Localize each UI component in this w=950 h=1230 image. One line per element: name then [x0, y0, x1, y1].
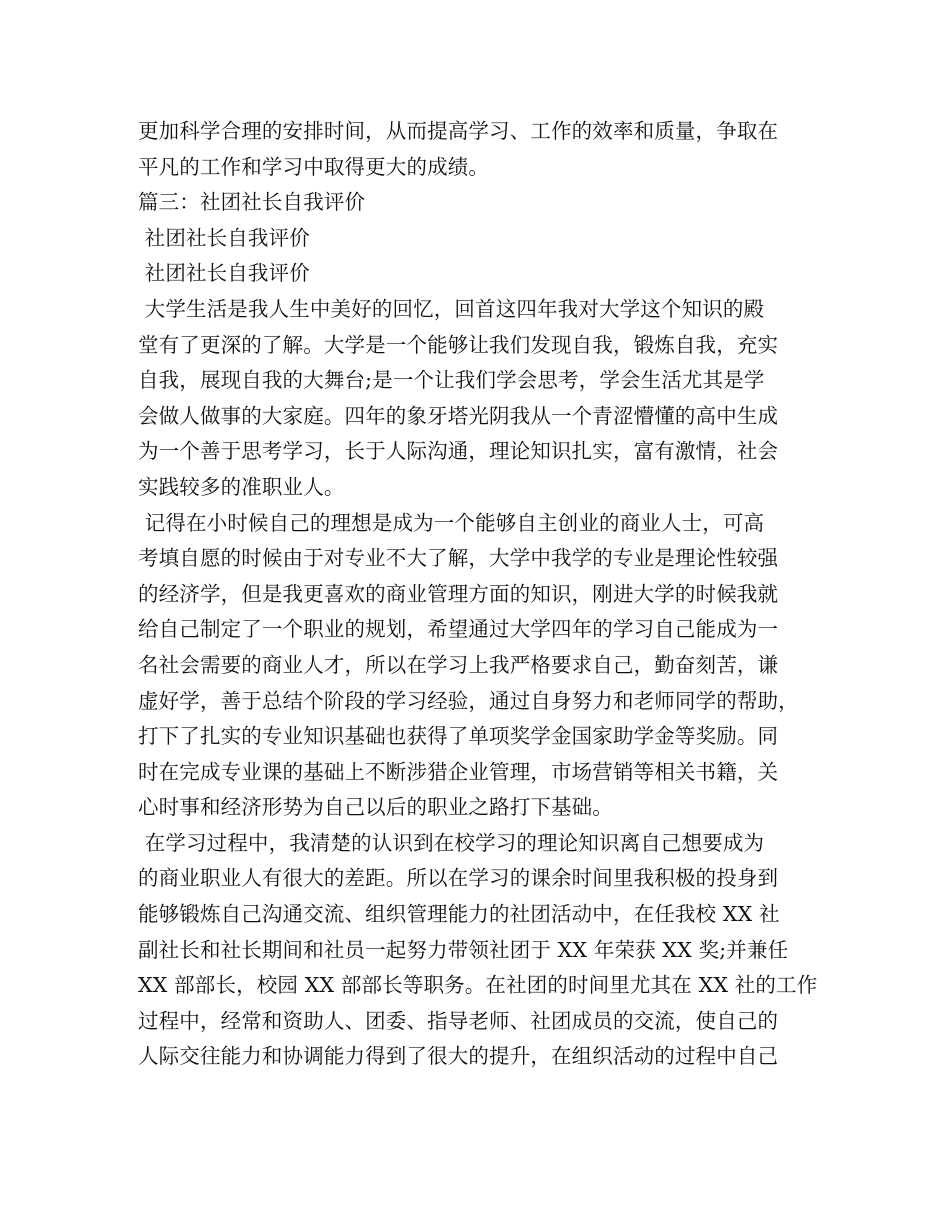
- text-line: 自我，展现自我的大舞台;是一个让我们学会思考，学会生活尤其是学: [138, 368, 765, 393]
- text-line: 的经济学，但是我更喜欢的商业管理方面的知识，刚进大学的时候我就: [138, 581, 779, 606]
- text-line: 打下了扎实的专业知识基础也获得了单项奖学金国家助学金等奖励。同: [138, 724, 779, 749]
- text-line: 名社会需要的商业人才，所以在学习上我严格要求自己，勤奋刻苦，谦: [138, 652, 779, 677]
- text-line: XX 部部长，校园 XX 部部长等职务。在社团的时间里尤其在 XX 社的工作: [138, 973, 818, 998]
- text-line: 堂有了更深的了解。大学是一个能够让我们发现自我，锻炼自我，充实: [138, 332, 779, 357]
- text-line: 考填自愿的时候由于对专业不大了解，大学中我学的专业是理论性较强: [138, 546, 779, 571]
- text-line: 为一个善于思考学习，长于人际沟通，理论知识扎实，富有激情，社会: [138, 439, 779, 464]
- text-line: 平凡的工作和学习中取得更大的成绩。: [138, 154, 490, 179]
- text-line: 人际交往能力和协调能力得到了很大的提升，在组织活动的过程中自己: [138, 1044, 779, 1069]
- document-subtitle: 社团社长自我评价: [138, 261, 310, 286]
- text-line: 能够锻炼自己沟通交流、组织管理能力的社团活动中，在任我校 XX 社: [138, 902, 780, 927]
- text-line: 副社长和社长期间和社员一起努力带领社团于 XX 年荣获 XX 奖;并兼任: [138, 937, 789, 962]
- text-line: 大学生活是我人生中美好的回忆，回首这四年我对大学这个知识的殿: [138, 296, 765, 321]
- section-heading: 篇三：社团社长自我评价: [138, 190, 366, 215]
- text-line: 给自己制定了一个职业的规划，希望通过大学四年的学习自己能成为一: [138, 617, 779, 642]
- text-line: 在学习过程中，我清楚的认识到在校学习的理论知识离自己想要成为: [138, 830, 765, 855]
- text-line: 记得在小时候自己的理想是成为一个能够自主创业的商业人士，可高: [138, 510, 765, 535]
- document-page: [138, 114, 818, 1075]
- text-line: 心时事和经济形势为自己以后的职业之路打下基础。: [138, 795, 613, 820]
- text-line: 会做人做事的大家庭。四年的象牙塔光阴我从一个青涩懵懂的高中生成: [138, 403, 779, 428]
- text-line: 过程中，经常和资助人、团委、指导老师、社团成员的交流，使自己的: [138, 1008, 779, 1033]
- text-line: 更加科学合理的安排时间，从而提高学习、工作的效率和质量，争取在: [138, 119, 779, 143]
- text-line: 虚好学，善于总结个阶段的学习经验，通过自身努力和老师同学的帮助，: [138, 688, 799, 713]
- text-line: 的商业职业人有很大的差距。所以在学习的课余时间里我积极的投身到: [138, 866, 779, 891]
- text-line: 时在完成专业课的基础上不断涉猎企业管理，市场营销等相关书籍，关: [138, 759, 779, 784]
- text-line: 实践较多的准职业人。: [138, 474, 345, 499]
- document-title: 社团社长自我评价: [138, 225, 310, 250]
